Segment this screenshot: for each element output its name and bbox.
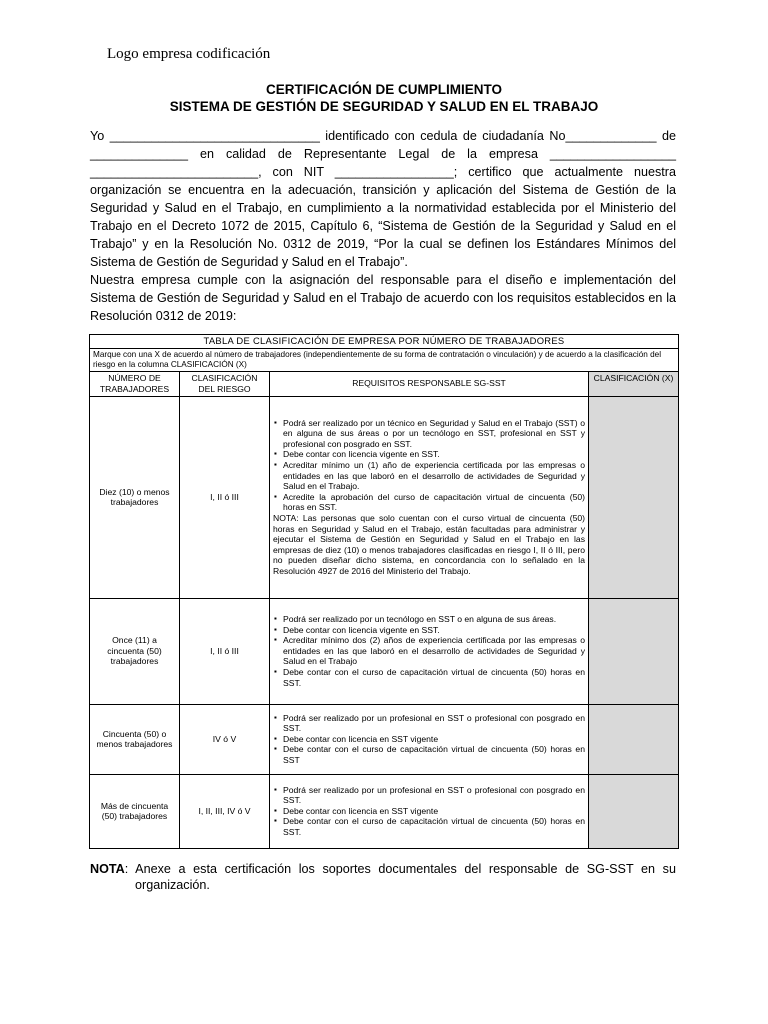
company-logo-placeholder: Logo empresa codificación — [107, 46, 271, 62]
requirement-item: ▪ Podrá ser realizado por un tecnólogo en SST o en alguna de sus áreas. — [283, 614, 585, 625]
requirement-item: ▪ Podrá ser realizado por un profesional en SST o profesional con posgrado en SST. — [283, 713, 585, 734]
workers-cell: Más de cincuenta (50) trabajadores — [90, 774, 180, 848]
risk-cell: I, II ó III — [180, 396, 270, 598]
risk-cell: I, II ó III — [180, 598, 270, 704]
header-workers: NÚMERO DE TRABAJADORES — [90, 371, 180, 396]
requirement-item: ▪ Debe contar con licencia en SST vigente — [283, 734, 585, 745]
requirements-cell — [270, 598, 589, 704]
header-requirements: REQUISITOS RESPONSABLE SG-SST — [270, 371, 589, 396]
requirement-item: ▪ Podrá ser realizado por un técnico en Seguridad y Salud en el Trabajo (SST) o en alguna de sus áreas o por un tecnólogo en SST, profesional en SST y profesional con posgrado en SST. — [283, 418, 585, 450]
workers-cell: Cincuenta (50) o menos trabajadores — [90, 704, 180, 774]
workers-cell: Diez (10) o menos trabajadores — [90, 396, 180, 598]
table-title: TABLA DE CLASIFICACIÓN DE EMPRESA POR NÚMERO DE TRABAJADORES — [90, 335, 679, 349]
table-instructions: Marque con una X de acuerdo al número de trabajadores (independientemente de su forma de contratación o vinculación) y de acuerdo a la clasificación del riesgo en la columna CLASIFICACIÓN (X) — [90, 348, 679, 371]
final-note-label: NOTA — [90, 862, 125, 876]
final-note-text: : Anexe a esta certificación los soportes documentales del responsable de SG-SST en su organización. — [124, 862, 676, 892]
workers-cell: Once (11) a cincuenta (50) trabajadores — [90, 598, 180, 704]
requirement-item: ▪ Debe contar con licencia en SST vigente — [283, 806, 585, 817]
requirement-item: ▪ Podrá ser realizado por un profesional en SST o profesional con posgrado en SST. — [283, 785, 585, 806]
requirements-cell — [270, 396, 589, 598]
requirement-item: ▪ Debe contar con licencia vigente en SST. — [283, 625, 585, 636]
requirement-item: ▪ Debe contar con el curso de capacitación virtual de cincuenta (50) horas en SST. — [283, 816, 585, 837]
requirement-note: NOTA: Las personas que solo cuentan con el curso virtual de cincuenta (50) horas en Seguridad y Salud en el Trabajo, están facultadas para administrar y ejecutar el Sistema de Gestión en Seguridad y Salud en el Trabajo en las empresas de diez (10) o menos trabajadores clasificadas en riesgo I, II ó III, pero no pueden diseñar dicho sistema, en concordancia con lo señalado en la Resolución 4927 de 2016 del Ministerio del Trabajo. — [273, 512, 585, 576]
document-title — [0, 81, 768, 115]
header-risk: CLASIFICACIÓN DEL RIESGO — [180, 371, 270, 396]
table-row — [90, 396, 679, 598]
title-line-2: SISTEMA DE GESTIÓN DE SEGURIDAD Y SALUD EN EL TRABAJO — [169, 99, 599, 114]
requirements-cell — [270, 774, 589, 848]
mark-cell[interactable] — [589, 704, 679, 774]
compliance-paragraph: Nuestra empresa cumple con la asignación del responsable para el diseño e implementación del Sistema de Gestión de Seguridad y Salud en el Trabajo de acuerdo con los requisitos establecidos en la Resolución 0312 de 2019: — [90, 273, 676, 323]
requirement-item: ▪ Debe contar con licencia vigente en SST. — [283, 449, 585, 460]
table-row — [90, 774, 679, 848]
requirement-item: ▪ Acredite la aprobación del curso de capacitación virtual de cincuenta (50) horas en SST. — [283, 492, 585, 513]
requirement-item: ▪ Acreditar mínimo un (1) año de experiencia certificada por las empresas o entidades en las que laboró en el desarrollo de actividades de Seguridad y Salud en el Trabajo. — [283, 460, 585, 492]
classification-table — [89, 334, 679, 849]
requirement-item: ▪ Debe contar con el curso de capacitación virtual de cincuenta (50) horas en SST. — [283, 667, 585, 688]
title-line-1: CERTIFICACIÓN DE CUMPLIMIENTO — [266, 82, 502, 97]
final-note — [90, 861, 676, 893]
requirement-item: ▪ Acreditar mínimo dos (2) años de experiencia certificada por las empresas o entidades en las que laboró en el desarrollo de actividades de Seguridad y Salud en el Trabajo — [283, 635, 585, 667]
requirements-cell — [270, 704, 589, 774]
certification-paragraph: Yo ______________________________ identificado con cedula de ciudadanía No_____________ de ______________ en calidad de Representante Legal de la empresa __________________ ________________________, con NIT _________________; certifico que actualmente nuestra organización se encuentra en la adecuación, transición y aplicación del Sistema de Gestión de la Seguridad y Salud en el Trabajo, en cumplimiento a la normatividad establecida por el Ministerio del Trabajo en el Decreto 1072 de 2015, Capítulo 6, “Sistema de Gestión de la Seguridad y Salud en el Trabajo” y en la Resolución No. 0312 de 2019, “Por la cual se definen los Estándares Mínimos del Sistema de Gestión de Seguridad y Salud en el Trabajo”. — [90, 129, 676, 269]
mark-cell[interactable] — [589, 396, 679, 598]
header-mark: CLASIFICACIÓN (X) — [589, 371, 679, 396]
mark-cell[interactable] — [589, 774, 679, 848]
table-row — [90, 704, 679, 774]
mark-cell[interactable] — [589, 598, 679, 704]
table-row — [90, 598, 679, 704]
risk-cell: IV ó V — [180, 704, 270, 774]
requirement-item: ▪ Debe contar con el curso de capacitación virtual de cincuenta (50) horas en SST — [283, 744, 585, 765]
risk-cell: I, II, III, IV ó V — [180, 774, 270, 848]
